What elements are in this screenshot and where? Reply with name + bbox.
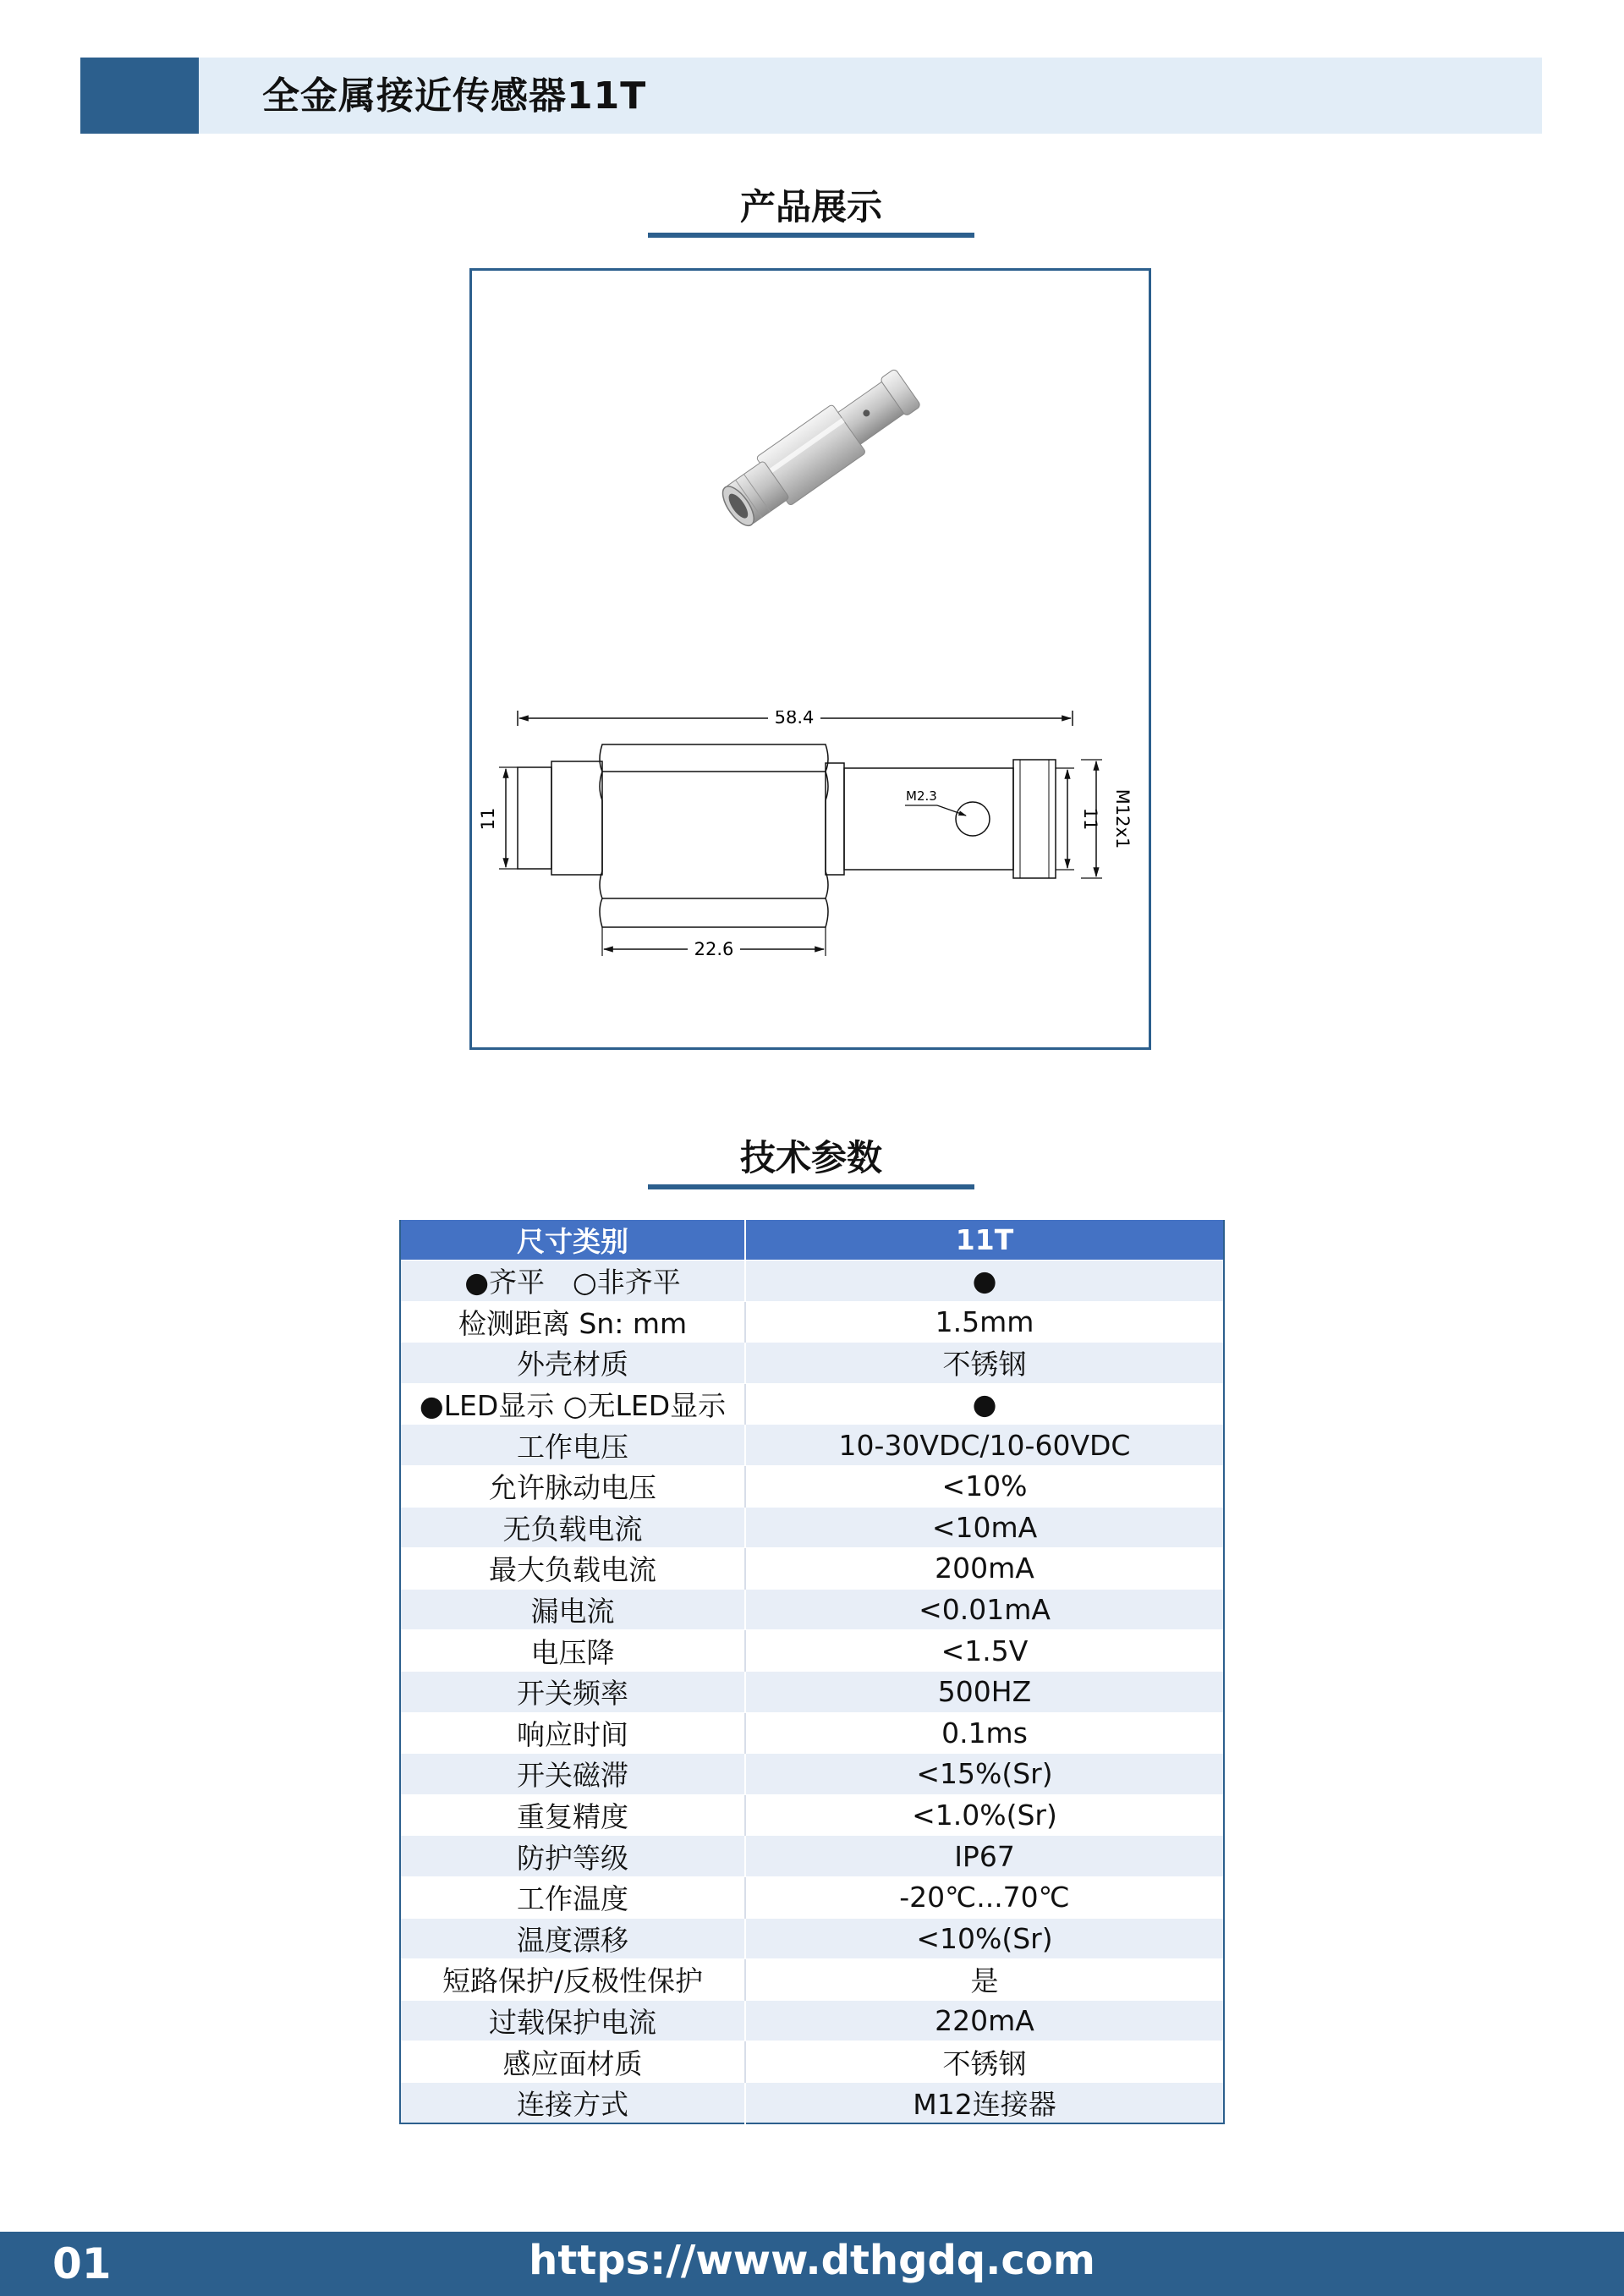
spec-value: 220mA [745, 2000, 1224, 2041]
table-header-row [400, 1220, 1224, 1261]
spec-label: 工作温度 [400, 1876, 745, 1918]
spec-value: 200mA [745, 1548, 1224, 1590]
spec-label: 短路保护/反极性保护 [400, 1959, 745, 2001]
spec-label: ●LED显示 ○无LED显示 [400, 1383, 745, 1425]
spec-value: M12连接器 [745, 2082, 1224, 2123]
table-row [400, 1465, 1224, 1507]
product-frame [469, 268, 1151, 1050]
spec-label: 允许脉动电压 [400, 1465, 745, 1507]
dim-thread: M12x1 [1112, 788, 1133, 849]
table-body [400, 1261, 1224, 2124]
spec-value: ● [745, 1261, 1224, 1302]
spec-value: <10%(Sr) [745, 1918, 1224, 1959]
spec-value: 0.1ms [745, 1712, 1224, 1754]
spec-value: 不锈钢 [745, 1343, 1224, 1384]
spec-label: 过载保护电流 [400, 2000, 745, 2041]
header-accent-block [80, 58, 199, 134]
spec-value: -20℃...70℃ [745, 1876, 1224, 1918]
table-row [400, 1548, 1224, 1590]
dim-right-diameter: 11 [1080, 807, 1100, 831]
spec-label: 工作电压 [400, 1425, 745, 1466]
spec-label: 检测距离 Sn: mm [400, 1301, 745, 1343]
spec-label: 无负载电流 [400, 1507, 745, 1548]
spec-label: 温度漂移 [400, 1918, 745, 1959]
dim-hex-length: 22.6 [694, 939, 734, 959]
spec-value: <1.0%(Sr) [745, 1794, 1224, 1836]
spec-value: <10mA [745, 1507, 1224, 1548]
spec-value: <15%(Sr) [745, 1754, 1224, 1795]
spec-value: 500HZ [745, 1671, 1224, 1712]
spec-value: <10% [745, 1465, 1224, 1507]
spec-label: 电压降 [400, 1630, 745, 1672]
table-row [400, 1959, 1224, 2001]
spec-label: 感应面材质 [400, 2041, 745, 2083]
section-title-display: 产品展示 [739, 186, 882, 228]
spec-label: 重复精度 [400, 1794, 745, 1836]
spec-value: IP67 [745, 1836, 1224, 1877]
table-row [400, 1507, 1224, 1548]
product-photo [683, 355, 946, 550]
table-row [400, 1712, 1224, 1754]
table-row [400, 2041, 1224, 2083]
section-title-specs: 技术参数 [739, 1137, 882, 1178]
table-row [400, 1589, 1224, 1630]
spec-label: 防护等级 [400, 1836, 745, 1877]
spec-value: <0.01mA [745, 1589, 1224, 1630]
table-header-cell: 尺寸类别 [400, 1220, 745, 1261]
dim-left-diameter: 11 [478, 807, 498, 831]
spec-table [399, 1220, 1225, 2124]
table-row [400, 2082, 1224, 2123]
section-underline-display [648, 233, 974, 238]
table-row [400, 1918, 1224, 1959]
spec-value: 10-30VDC/10-60VDC [745, 1425, 1224, 1466]
table-header-cell: 11T [745, 1220, 1224, 1261]
table-row [400, 1261, 1224, 1302]
spec-label: 外壳材质 [400, 1343, 745, 1384]
table-row [400, 1671, 1224, 1712]
spec-label: 开关磁滞 [400, 1754, 745, 1795]
table-row [400, 1876, 1224, 1918]
table-row [400, 2000, 1224, 2041]
spec-label: 最大负载电流 [400, 1548, 745, 1590]
table-row [400, 1425, 1224, 1466]
dimension-drawing [472, 711, 1149, 964]
dim-led-hole: M2.3 [906, 788, 937, 804]
table-row [400, 1630, 1224, 1672]
section-underline-specs [648, 1184, 974, 1189]
spec-label: ●齐平 ○非齐平 [400, 1261, 745, 1302]
spec-value: <1.5V [745, 1630, 1224, 1672]
table-row [400, 1383, 1224, 1425]
spec-value: 是 [745, 1959, 1224, 2001]
table-row [400, 1301, 1224, 1343]
spec-value: 不锈钢 [745, 2041, 1224, 2083]
spec-label: 开关频率 [400, 1671, 745, 1712]
spec-value: ● [745, 1383, 1224, 1425]
page-title: 全金属接近传感器11T [262, 74, 647, 118]
table-row [400, 1343, 1224, 1384]
spec-label: 漏电流 [400, 1589, 745, 1630]
table-row [400, 1836, 1224, 1877]
table-row [400, 1794, 1224, 1836]
dim-total-length: 58.4 [774, 711, 815, 728]
page-number: 01 [52, 2239, 112, 2288]
spec-label: 响应时间 [400, 1712, 745, 1754]
website-url[interactable]: https://www.dthgdq.com [529, 2237, 1095, 2284]
spec-value: 1.5mm [745, 1301, 1224, 1343]
spec-label: 连接方式 [400, 2082, 745, 2123]
table-row [400, 1754, 1224, 1795]
